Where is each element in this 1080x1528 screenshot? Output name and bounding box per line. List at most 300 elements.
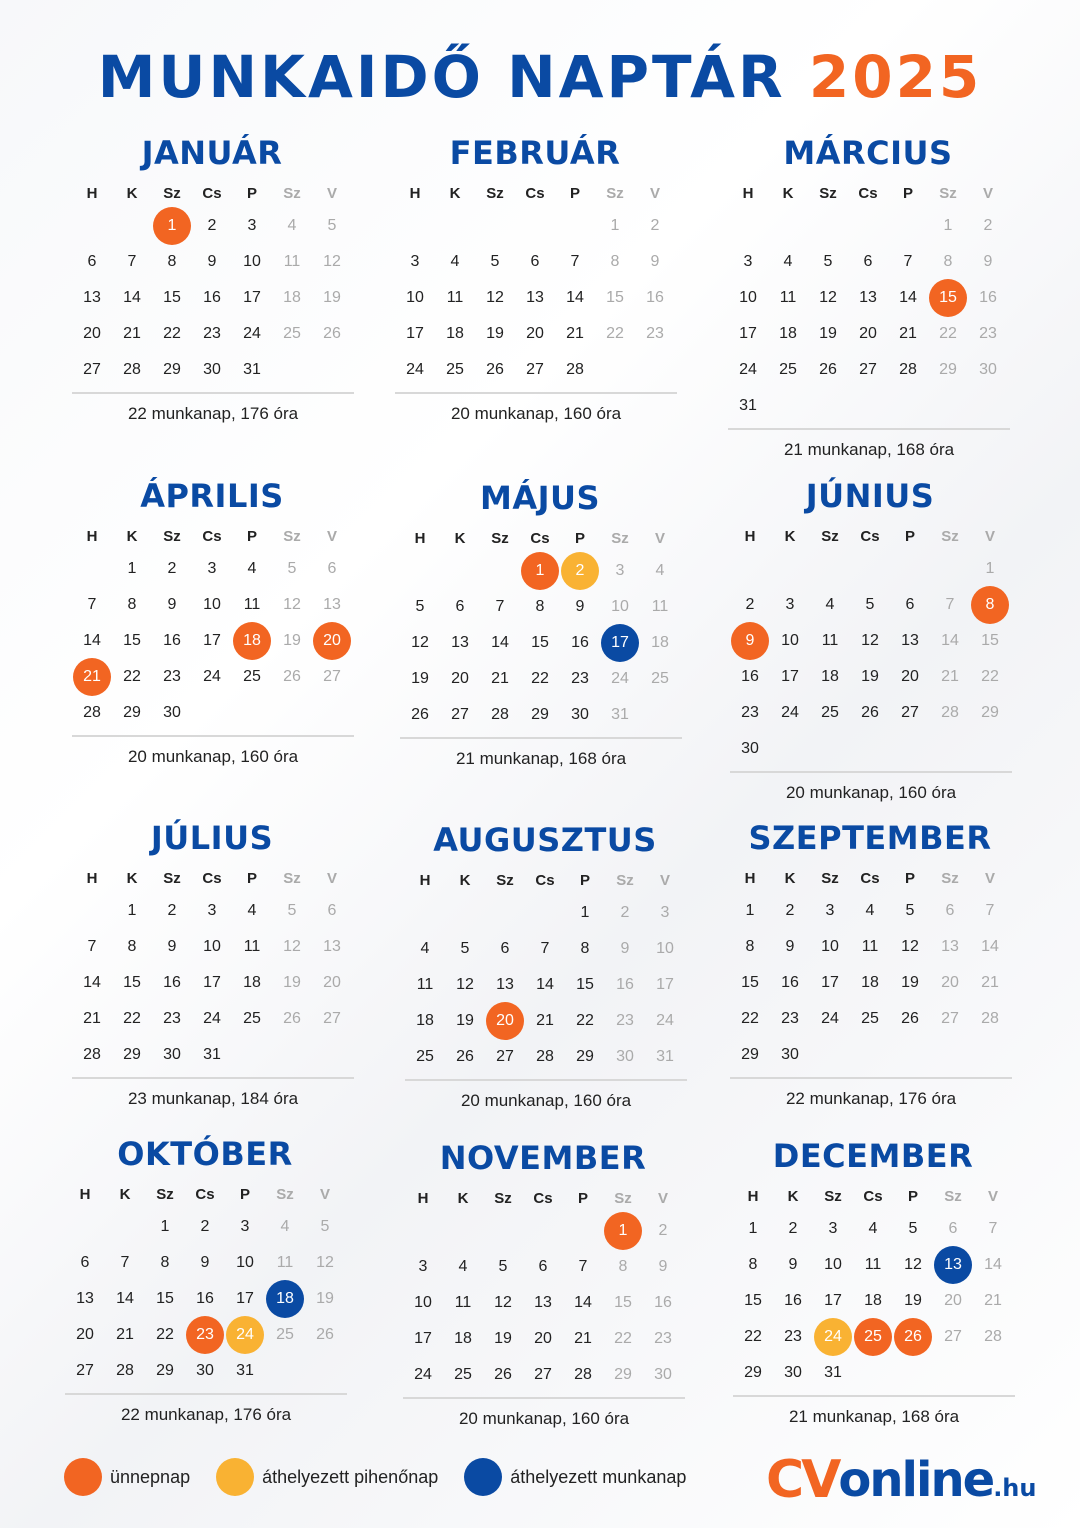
day-number: 4 [450,253,460,270]
day-cell [643,1321,683,1357]
day-cell [435,316,475,352]
day-number: 15 [981,632,999,649]
day-cell [853,1283,893,1319]
day-number: 8 [618,1258,628,1275]
weekday-header: P [579,872,590,889]
day-cell [563,1285,603,1321]
day-cell [515,352,555,388]
day-number: 5 [327,217,337,234]
day-number: 9 [983,253,993,270]
weekday-header: Cs [202,870,222,887]
day-cell [480,625,520,661]
day-number: 5 [905,902,915,919]
day-number: 23 [781,1010,799,1027]
day-number: 8 [971,586,1009,624]
weekday-header: Sz [283,185,301,202]
day-cell [600,661,640,697]
day-cell [773,1319,813,1355]
day-cell [730,1037,770,1073]
day-number: 30 [781,1046,799,1063]
day-number: 3 [418,1258,428,1275]
day-cell [72,316,112,352]
day-number: 31 [824,1364,842,1381]
weekday-header: V [326,870,337,887]
day-number: 26 [283,668,301,685]
day-cell [395,280,435,316]
day-cell [973,1247,1013,1283]
day-number: 14 [116,1290,134,1307]
day-cell [850,695,890,731]
day-number: 11 [243,938,261,955]
day-cell [968,280,1008,316]
day-number: 18 [283,289,301,306]
legend-holiday [64,1458,190,1496]
day-number: 17 [203,974,221,991]
day-cell [968,244,1008,280]
day-cell [232,1001,272,1037]
day-number: 22 [981,668,999,685]
month-summary: 20 munkanap, 160 óra [72,735,354,767]
day-cell [440,589,480,625]
day-number: 5 [823,253,833,270]
empty-cell [515,208,555,244]
day-number: 13 [76,1290,94,1307]
weekday-header: Cs [535,872,555,889]
day-number: 13 [323,596,341,613]
day-cell [515,244,555,280]
day-grid [72,180,362,388]
day-cell [232,352,272,388]
day-cell [312,316,352,352]
weekday-header: H [417,1190,429,1207]
day-cell [400,697,440,733]
day-cell [72,695,112,731]
empty-cell [768,208,808,244]
day-cell [435,352,475,388]
day-cell [400,589,440,625]
day-cell [968,316,1008,352]
day-number: 29 [981,704,999,721]
day-number: 2 [745,596,755,613]
month-summary: 20 munkanap, 160 óra [405,1079,687,1111]
day-number: 10 [414,1294,432,1311]
weekday-header: Sz [611,530,629,547]
day-cell [603,1357,643,1393]
weekday-header: H [79,1186,91,1203]
day-number: 20 [901,668,919,685]
day-cell [105,1353,145,1389]
day-cell [563,1357,603,1393]
day-number: 1 [521,552,559,590]
day-cell [192,280,232,316]
day-cell [970,587,1010,623]
month-summary: 23 munkanap, 184 óra [72,1077,354,1109]
day-number: 24 [814,1318,852,1356]
day-cell [893,1247,933,1283]
day-cell [72,587,112,623]
day-cell [445,967,485,1003]
day-number: 19 [283,632,301,649]
day-number: 12 [901,938,919,955]
day-number: 1 [943,217,953,234]
day-number: 5 [490,253,500,270]
day-number: 21 [83,1010,101,1027]
day-cell [65,1353,105,1389]
day-cell [445,1003,485,1039]
day-cell [395,352,435,388]
day-number: 21 [941,668,959,685]
day-cell [232,316,272,352]
day-number: 22 [744,1328,762,1345]
day-number: 13 [526,289,544,306]
day-number: 10 [243,253,261,270]
day-cell [192,929,232,965]
day-cell [185,1245,225,1281]
day-cell [770,1037,810,1073]
empty-cell [105,1209,145,1245]
day-cell [152,208,192,244]
day-cell [152,1001,192,1037]
day-number: 2 [200,1218,210,1235]
day-cell [730,659,770,695]
day-number: 30 [196,1362,214,1379]
day-number: 5 [415,598,425,615]
day-number: 26 [894,1318,932,1356]
day-grid [72,865,362,1073]
day-cell [232,280,272,316]
day-cell [603,1321,643,1357]
weekday-header: V [987,1188,998,1205]
day-cell [105,1245,145,1281]
weekday-header: K [126,870,138,887]
day-number: 14 [491,634,509,651]
day-number: 7 [578,1258,588,1275]
day-number: 11 [861,938,879,955]
day-cell [643,1285,683,1321]
day-cell [848,280,888,316]
day-grid [72,523,362,731]
day-cell [525,967,565,1003]
day-number: 19 [316,1290,334,1307]
day-number: 14 [984,1256,1002,1273]
day-cell [928,280,968,316]
day-number: 10 [203,596,221,613]
day-number: 16 [784,1292,802,1309]
day-number: 29 [614,1366,632,1383]
empty-cell [848,208,888,244]
day-cell [645,1003,685,1039]
day-cell [770,1001,810,1037]
logo-cv: CV [766,1450,839,1510]
day-number: 7 [127,253,137,270]
day-number: 9 [167,938,177,955]
day-cell [560,553,600,589]
day-cell [185,1317,225,1353]
day-cell [312,1001,352,1037]
day-number: 10 [406,289,424,306]
day-cell [850,965,890,1001]
weekday-header: H [86,185,98,202]
day-cell [475,352,515,388]
day-number: 13 [901,632,919,649]
empty-cell [435,208,475,244]
day-number: 15 [576,976,594,993]
day-number: 19 [323,289,341,306]
day-cell [403,1321,443,1357]
day-cell [933,1247,973,1283]
day-cell [483,1321,523,1357]
day-number: 10 [824,1256,842,1273]
day-number: 6 [455,598,465,615]
day-number: 23 [646,325,664,342]
day-number: 2 [207,217,217,234]
day-number: 14 [566,289,584,306]
month-name: OKTÓBER [117,1135,293,1173]
month-4 [390,477,690,769]
day-number: 12 [323,253,341,270]
empty-cell [850,551,890,587]
day-number: 15 [156,1290,174,1307]
month-summary: 20 munkanap, 160 óra [403,1397,685,1429]
day-cell [848,352,888,388]
day-cell [443,1285,483,1321]
day-cell [265,1317,305,1353]
day-grid [405,867,695,1075]
day-number: 26 [411,706,429,723]
day-cell [645,1039,685,1075]
weekday-header: V [984,870,995,887]
day-cell [808,316,848,352]
empty-cell [730,551,770,587]
day-cell [112,1001,152,1037]
day-cell [603,1213,643,1249]
legend [64,1458,712,1496]
month-summary: 21 munkanap, 168 óra [728,428,1010,460]
day-cell [152,623,192,659]
day-cell [770,659,810,695]
day-cell [520,697,560,733]
empty-cell [808,208,848,244]
day-number: 19 [901,974,919,991]
work-dot-icon [464,1458,502,1496]
month-summary: 21 munkanap, 168 óra [400,737,682,769]
day-number: 13 [451,634,469,651]
day-number: 2 [788,1220,798,1237]
day-cell [810,929,850,965]
day-cell [152,352,192,388]
weekday-header: Sz [941,528,959,545]
day-number: 4 [655,562,665,579]
day-cell [400,625,440,661]
day-cell [973,1211,1013,1247]
day-cell [730,695,770,731]
day-cell [930,587,970,623]
day-cell [645,931,685,967]
day-cell [565,967,605,1003]
day-number: 16 [163,974,181,991]
day-cell [560,625,600,661]
month-3 [62,475,362,767]
empty-cell [72,551,112,587]
day-cell [520,625,560,661]
month-name: SZEPTEMBER [748,819,992,857]
day-number: 26 [819,361,837,378]
day-cell [443,1321,483,1357]
day-cell [312,587,352,623]
day-number: 20 [859,325,877,342]
day-cell [112,551,152,587]
day-cell [485,931,525,967]
legend-work-label: áthelyezett munkanap [510,1466,687,1487]
day-number: 1 [604,1212,642,1250]
day-number: 20 [323,974,341,991]
day-cell [730,1001,770,1037]
day-cell [112,965,152,1001]
weekday-header: K [782,185,794,202]
day-cell [565,1039,605,1075]
legend-holiday-label: ünnepnap [110,1466,191,1487]
day-number: 13 [859,289,877,306]
day-cell [808,280,848,316]
day-cell [890,965,930,1001]
day-number: 7 [988,1220,998,1237]
day-number: 17 [203,632,221,649]
day-cell [853,1211,893,1247]
day-cell [72,659,112,695]
weekday-header: Sz [496,872,514,889]
day-cell [232,244,272,280]
day-cell [973,1283,1013,1319]
day-cell [525,1039,565,1075]
day-number: 15 [606,289,624,306]
day-cell [272,929,312,965]
day-cell [403,1285,443,1321]
weekday-header: H [744,870,756,887]
empty-cell [810,551,850,587]
day-cell [770,893,810,929]
day-number: 4 [783,253,793,270]
day-number: 6 [327,902,337,919]
weekday-header: V [659,872,670,889]
day-number: 23 [571,670,589,687]
day-cell [730,623,770,659]
day-number: 21 [73,658,111,696]
day-cell [728,316,768,352]
day-number: 23 [616,1012,634,1029]
day-number: 2 [167,560,177,577]
day-number: 29 [123,1046,141,1063]
day-cell [605,895,645,931]
day-number: 6 [530,253,540,270]
day-cell [968,208,1008,244]
legend-rest [216,1458,438,1496]
day-number: 4 [458,1258,468,1275]
day-number: 22 [163,325,181,342]
day-number: 1 [160,1218,170,1235]
day-number: 31 [236,1362,254,1379]
day-cell [272,893,312,929]
day-number: 12 [316,1254,334,1271]
day-number: 6 [327,560,337,577]
weekday-header: H [419,872,431,889]
day-number: 12 [283,596,301,613]
day-number: 16 [196,1290,214,1307]
weekday-header: Sz [163,870,181,887]
day-number: 20 [526,325,544,342]
day-number: 31 [739,397,757,414]
day-number: 3 [207,902,217,919]
day-number: 11 [821,632,839,649]
day-number: 18 [233,622,271,660]
day-cell [112,244,152,280]
day-number: 18 [821,668,839,685]
day-cell [440,661,480,697]
weekday-header: K [126,528,138,545]
day-number: 24 [656,1012,674,1029]
day-number: 4 [825,596,835,613]
day-cell [595,280,635,316]
day-number: 4 [287,217,297,234]
day-cell [265,1245,305,1281]
weekday-header: H [744,528,756,545]
logo-online: online [838,1452,994,1508]
empty-cell [400,553,440,589]
day-cell [112,929,152,965]
day-cell [600,553,640,589]
day-cell [525,931,565,967]
day-number: 2 [561,552,599,590]
day-cell [930,695,970,731]
day-number: 2 [983,217,993,234]
day-number: 6 [538,1258,548,1275]
day-cell [810,659,850,695]
weekday-header: Sz [821,870,839,887]
day-cell [112,695,152,731]
day-cell [192,659,232,695]
day-number: 21 [574,1330,592,1347]
day-cell [728,244,768,280]
month-summary: 22 munkanap, 176 óra [730,1077,1012,1109]
day-number: 17 [414,1330,432,1347]
day-cell [225,1245,265,1281]
day-cell [475,280,515,316]
day-number: 14 [83,974,101,991]
day-grid [728,180,1018,424]
day-number: 6 [948,1220,958,1237]
day-cell [272,659,312,695]
month-0 [62,132,362,424]
day-number: 8 [610,253,620,270]
day-cell [848,244,888,280]
day-number: 30 [616,1048,634,1065]
empty-cell [112,208,152,244]
day-number: 24 [406,361,424,378]
day-cell [970,893,1010,929]
empty-cell [525,895,565,931]
empty-cell [563,1213,603,1249]
empty-cell [445,895,485,931]
day-number: 11 [416,976,434,993]
day-number: 14 [981,938,999,955]
day-cell [560,589,600,625]
day-number: 30 [979,361,997,378]
day-number: 9 [620,940,630,957]
empty-cell [480,553,520,589]
day-cell [810,965,850,1001]
day-number: 29 [576,1048,594,1065]
weekday-header: Sz [276,1186,294,1203]
day-number: 12 [283,938,301,955]
